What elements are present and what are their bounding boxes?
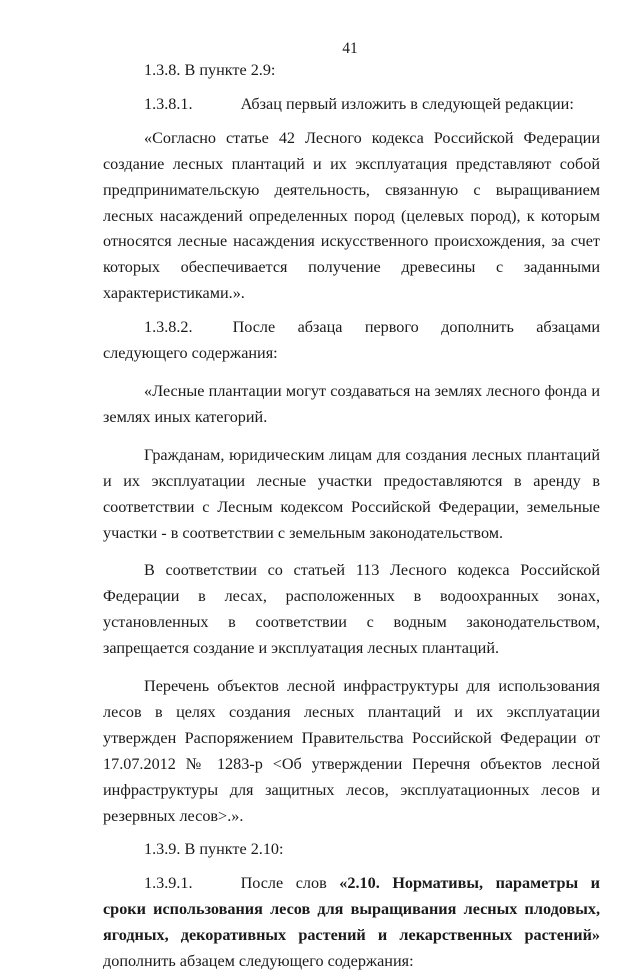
document-body: [103, 58, 600, 975]
page-number: 41: [342, 40, 358, 57]
quoted-paragraph-article-42: «Согласно статье 42 Лесного кодекса Российской Федерации создание лесных плантаций и их эксплуатация представляют собой предпринимательскую деятельность, связанную с выращиванием лесных насаждений определенных пород (целевых пород), к которым относятся лесные насаждения искусственного происхождения, за счет которых обеспечивается получение древесины с заданными характеристиками.».: [103, 128, 600, 303]
clause-text: Абзац первый изложить в следующей редакции:: [240, 94, 574, 113]
paragraph-1-3-9: 1.3.9. В пункте 2.10:: [144, 840, 284, 859]
paragraph-lease: Гражданам, юридическим лицам для создания лесных плантаций и их эксплуатации лесные участки предоставляются в аренду в соответствии с Лесным кодексом Российской Федерации, земельные участки - в соответствии с земельным законодательством.: [103, 445, 600, 542]
clause-text-post: дополнить абзацем следующего содержания:: [103, 952, 414, 971]
clause-text-pre: После слов: [240, 874, 327, 893]
clause-number: 1.3.8.2.: [144, 318, 193, 337]
paragraph-1-3-9-1: [103, 871, 600, 975]
clause-text: После абзаца первого дополнить абзацами следующего содержания:: [103, 318, 600, 363]
clause-number: 1.3.8.1.: [144, 94, 193, 113]
paragraph-1-3-8-2: [103, 315, 600, 367]
paragraph-article-113: В соответствии со статьей 113 Лесного кодекса Российской Федерации в лесах, расположенных в водоохранных зонах, установленных в соответствии с водным законодательством, запрещается создание и эксплуатация лесных плантаций.: [103, 561, 600, 658]
clause-number: 1.3.9.1.: [144, 874, 193, 893]
quoted-paragraph-plantations: «Лесные плантации могут создаваться на землях лесного фонда и землях иных категорий.: [103, 381, 600, 426]
clause-text-bold: «2.10. Нормативы, параметры и сроки использования лесов для выращивания лесных плодовых, ягодных, декоративных растений и лекарственных растений»: [103, 874, 600, 945]
paragraph-infrastructure-list: Перечень объектов лесной инфраструктуры для использования лесов в целях создания лесных плантаций и их эксплуатации утвержден Распоряжением Правительства Российской Федерации от 17.07.2012 № 1283-р <Об утверждении Перечня объектов лесной инфраструктуры для защитных лесов, эксплуатационных лесов и резервных лесов>.».: [103, 677, 600, 825]
paragraph-1-3-8-1: [103, 92, 600, 118]
paragraph-1-3-8: 1.3.8. В пункте 2.9:: [144, 61, 276, 79]
